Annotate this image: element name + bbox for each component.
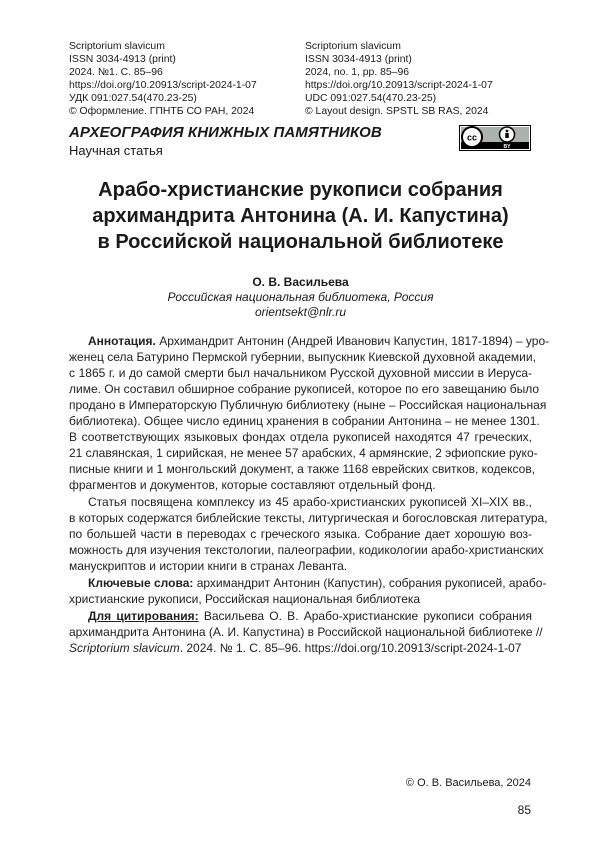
header-line: ISSN 3034-4913 (print)	[305, 54, 412, 65]
abstract-line: можность для изучения текстологии, палеографии, кодикологии арабо-христианских	[69, 543, 544, 557]
header-line: Scriptorium slavicum	[69, 41, 165, 52]
header-line: 2024, no. 1, pp. 85–96	[305, 67, 409, 78]
abstract-line: Статья посвящена комплексу из 45 арабо-христианских рукописей XI–XIX вв.,	[88, 495, 532, 509]
author-block	[69, 275, 532, 320]
header-line: UDC 091:027.54(470.23-25)	[305, 93, 437, 104]
abstract-line: лиме. Он составил обширное собрание рукописей, которое по его завещанию было	[69, 382, 540, 396]
copyright-notice: © О. В. Васильева, 2024	[405, 777, 531, 789]
author-name: О. В. Васильева	[252, 275, 349, 289]
abstract-line: женец села Батурино Пермской губернии, выпускник Киевской духовной академии,	[69, 350, 536, 364]
header-ru	[69, 40, 299, 118]
svg-text:cc: cc	[466, 132, 478, 143]
title-line: архимандрита Антонина (А. И. Капустина)	[92, 205, 509, 227]
abstract-paragraph	[69, 333, 550, 493]
author-affiliation: Российская национальная библиотека, Россия	[167, 290, 434, 304]
citation-line: архимандрита Антонина (А. И. Капустина) в Российской национальной библиотеке //	[69, 625, 543, 639]
abstract-paragraph	[69, 494, 548, 574]
header-line: © Layout design. SPSTL SB RAS, 2024	[305, 106, 489, 117]
header-doi-link[interactable]: https://doi.org/10.20913/script-2024-1-07	[305, 80, 493, 91]
header-line: Scriptorium slavicum	[305, 41, 401, 52]
article-title	[69, 177, 532, 255]
keywords-line: Ключевые слова: архимандрит Антонин (Капустин), собрания рукописей, арабо-	[88, 576, 547, 590]
abstract-line: по большей части в переводах с греческого языка. Собрание дает хорошую воз-	[69, 527, 532, 541]
abstract-line: библиотека). Общее число единиц хранения в собрании Антонина – не менее 1301.	[69, 414, 540, 428]
header-en	[305, 40, 545, 118]
citation-journal: Scriptorium slavicum	[69, 641, 180, 655]
header-line: УДК 091:027.54(470.23-25)	[69, 93, 197, 104]
section-heading	[69, 124, 449, 159]
header-line: 2024. №1. С. 85–96	[69, 67, 163, 78]
abstract-block	[69, 333, 550, 657]
abstract-line: манускриптов и истории книги в странах Леванта.	[69, 559, 348, 573]
abstract-line: с 1865 г. и до самой смерти был начальником Русской духовной миссии в Иеруса-	[69, 366, 532, 380]
header-doi-link[interactable]: https://doi.org/10.20913/script-2024-1-07	[69, 80, 257, 91]
cc-by-license-icon[interactable]	[459, 125, 531, 151]
citation-tail[interactable]: . 2024. № 1. С. 85–96. https://doi.org/10.20913/script-2024-1-07	[179, 641, 522, 655]
abstract-line: 21 славянская, 1 сирийская, не менее 57 арабских, 4 армянские, 2 эфиопские руко-	[69, 446, 538, 460]
keywords-line: христианские рукописи, Российская национальная библиотека	[69, 592, 421, 606]
section-rubric: АРХЕОГРАФИЯ КНИЖНЫХ ПАМЯТНИКОВ	[69, 124, 382, 141]
abstract-line: В соответствующих языковых фондах отдела рукописей находятся 47 греческих,	[69, 430, 532, 444]
citation-line	[69, 640, 532, 656]
author-email[interactable]: orientsekt@nlr.ru	[254, 305, 347, 319]
abstract-line: Аннотация. Архимандрит Антонин (Андрей Иванович Капустин, 1817-1894) – уро-	[88, 334, 550, 348]
abstract-line: писные книги и 1 монгольский документ, а также 1168 еврейских свитков, кодексов,	[69, 462, 536, 476]
citation	[69, 608, 543, 656]
license-badge-text: BY	[503, 144, 511, 150]
citation-label: Для цитирования:	[88, 609, 199, 623]
article-type: Научная статья	[69, 143, 163, 158]
header-line: ISSN 3034-4913 (print)	[69, 54, 176, 65]
abstract-line: в которых содержатся библейские тексты, литургическая и богословская литература,	[69, 511, 548, 525]
page-number: 85	[517, 803, 531, 817]
citation-line: Для цитирования: Васильева О. В. Арабо-христианские рукописи собрания	[88, 609, 532, 623]
title-line: Арабо-христианские рукописи собрания	[98, 179, 503, 201]
title-line: в Российской национальной библиотеке	[97, 231, 504, 253]
keywords-label: Ключевые слова:	[88, 576, 194, 590]
abstract-label: Аннотация.	[88, 334, 156, 348]
header-line: © Оформление. ГПНТБ СО РАН, 2024	[69, 106, 255, 117]
abstract-line: продано в Императорскую Публичную библиотеку (ныне – Российская национальная	[69, 398, 547, 412]
abstract-line: фрагментов и документов, которые составляют отдельный фонд.	[69, 478, 436, 492]
keywords	[69, 575, 547, 607]
